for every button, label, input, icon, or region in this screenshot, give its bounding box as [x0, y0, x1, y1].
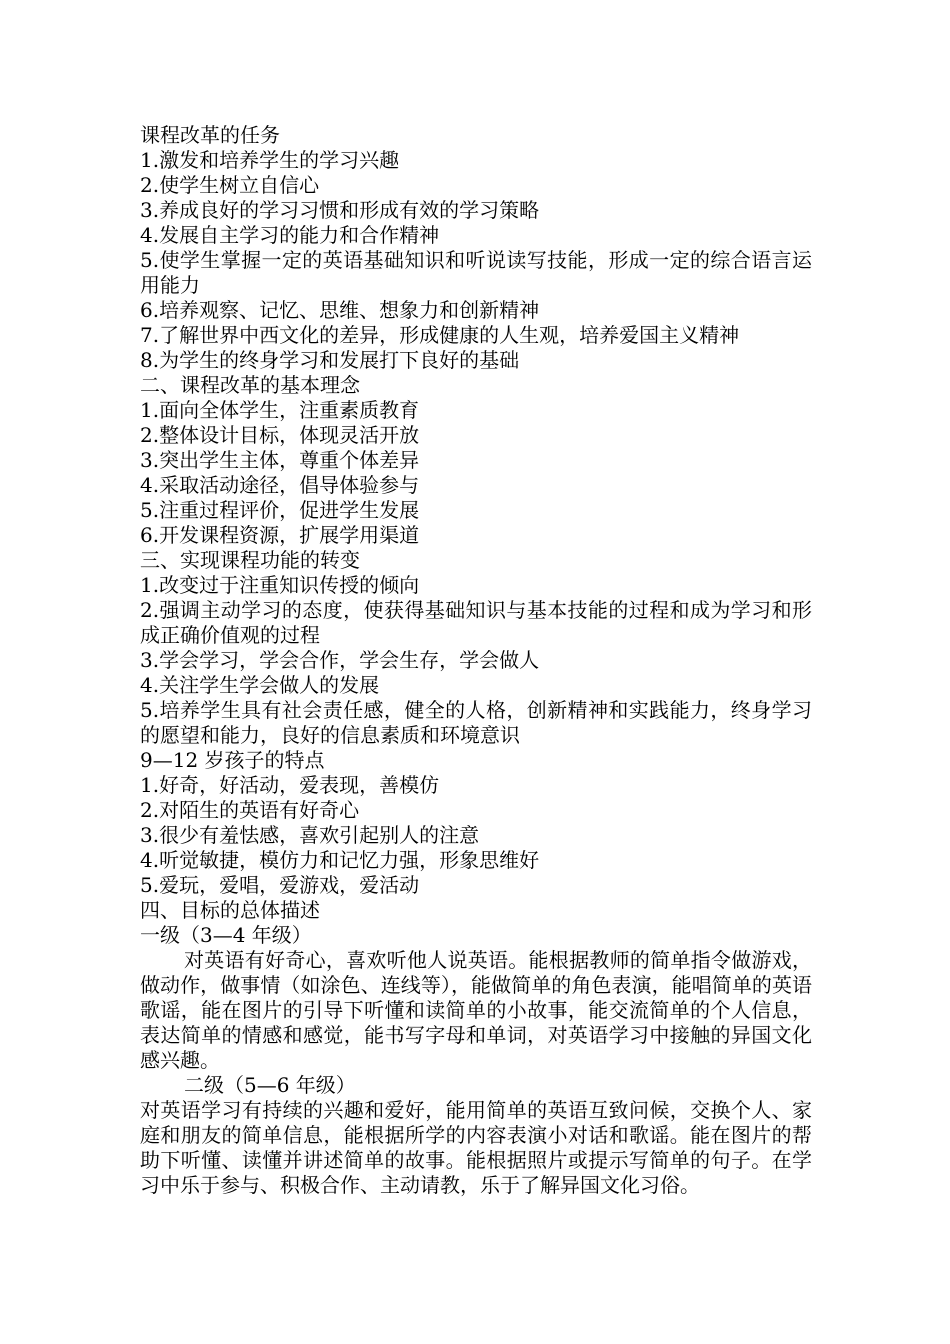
level1-text: 对英语有好奇心，喜欢听他人说英语。能根据教师的简单指令做游戏，做动作，做事情（如涂色、连线等），能做简单的角色表演，能唱简单的英语歌谣，能在图片的引导下听懂和读简单的小故事，能交流简单的个人信息，表达简单的情感和感觉，能书写字母和单词，对英语学习中接触的异国文化感兴趣。	[140, 948, 812, 1072]
function-item-5: 5.培养学生具有社会责任感，健全的人格，创新精神和实践能力，终身学习的愿望和能力，良好的信息素质和环境意识	[140, 698, 812, 747]
concept-item-1: 1.面向全体学生，注重素质教育	[140, 398, 420, 422]
section-heading-goals: 四、目标的总体描述	[140, 898, 320, 922]
section-heading-concepts: 二、课程改革的基本理念	[140, 373, 360, 397]
concept-item-4: 4.采取活动途径，倡导体验参与	[140, 473, 420, 497]
concept-item-2: 2.整体设计目标，体现灵活开放	[140, 423, 420, 447]
section-heading-children: 9—12 岁孩子的特点	[140, 748, 325, 772]
concept-item-6: 6.开发课程资源，扩展学用渠道	[140, 523, 420, 547]
document-body	[140, 123, 812, 1198]
task-item-1: 1.激发和培养学生的学习兴趣	[140, 148, 400, 172]
task-item-6: 6.培养观察、记忆、思维、想象力和创新精神	[140, 298, 540, 322]
section-heading-function: 三、实现课程功能的转变	[140, 548, 360, 572]
concept-item-5: 5.注重过程评价，促进学生发展	[140, 498, 420, 522]
children-item-5: 5.爱玩，爱唱，爱游戏，爱活动	[140, 873, 420, 897]
section-heading-tasks: 课程改革的任务	[140, 123, 280, 147]
task-item-8: 8.为学生的终身学习和发展打下良好的基础	[140, 348, 520, 372]
function-item-4: 4.关注学生学会做人的发展	[140, 673, 380, 697]
children-item-1: 1.好奇，好活动，爱表现，善模仿	[140, 773, 440, 797]
task-item-5: 5.使学生掌握一定的英语基础知识和听说读写技能，形成一定的综合语言运用能力	[140, 248, 812, 297]
task-item-4: 4.发展自主学习的能力和合作精神	[140, 223, 440, 247]
level2-text: 对英语学习有持续的兴趣和爱好，能用简单的英语互致问候，交换个人、家庭和朋友的简单信息，能根据所学的内容表演小对话和歌谣。能在图片的帮助下听懂、读懂并讲述简单的故事。能根据照片或提示写简单的句子。在学习中乐于参与、积极合作、主动请教，乐于了解异国文化习俗。	[140, 1098, 812, 1197]
children-item-3: 3.很少有羞怯感，喜欢引起别人的注意	[140, 823, 480, 847]
function-item-3: 3.学会学习，学会合作，学会生存，学会做人	[140, 648, 540, 672]
children-item-2: 2.对陌生的英语有好奇心	[140, 798, 360, 822]
function-item-1: 1.改变过于注重知识传授的倾向	[140, 573, 420, 597]
concept-item-3: 3.突出学生主体，尊重个体差异	[140, 448, 420, 472]
task-item-2: 2.使学生树立自信心	[140, 173, 320, 197]
task-item-3: 3.养成良好的学习习惯和形成有效的学习策略	[140, 198, 540, 222]
level1-title: 一级（3—4 年级）	[140, 923, 312, 947]
children-item-4: 4.听觉敏捷，模仿力和记忆力强，形象思维好	[140, 848, 540, 872]
function-item-2: 2.强调主动学习的态度，使获得基础知识与基本技能的过程和成为学习和形成正确价值观的过程	[140, 598, 812, 647]
task-item-7: 7.了解世界中西文化的差异，形成健康的人生观，培养爱国主义精神	[140, 323, 740, 347]
level2-title: 二级（5—6 年级）	[184, 1073, 356, 1097]
